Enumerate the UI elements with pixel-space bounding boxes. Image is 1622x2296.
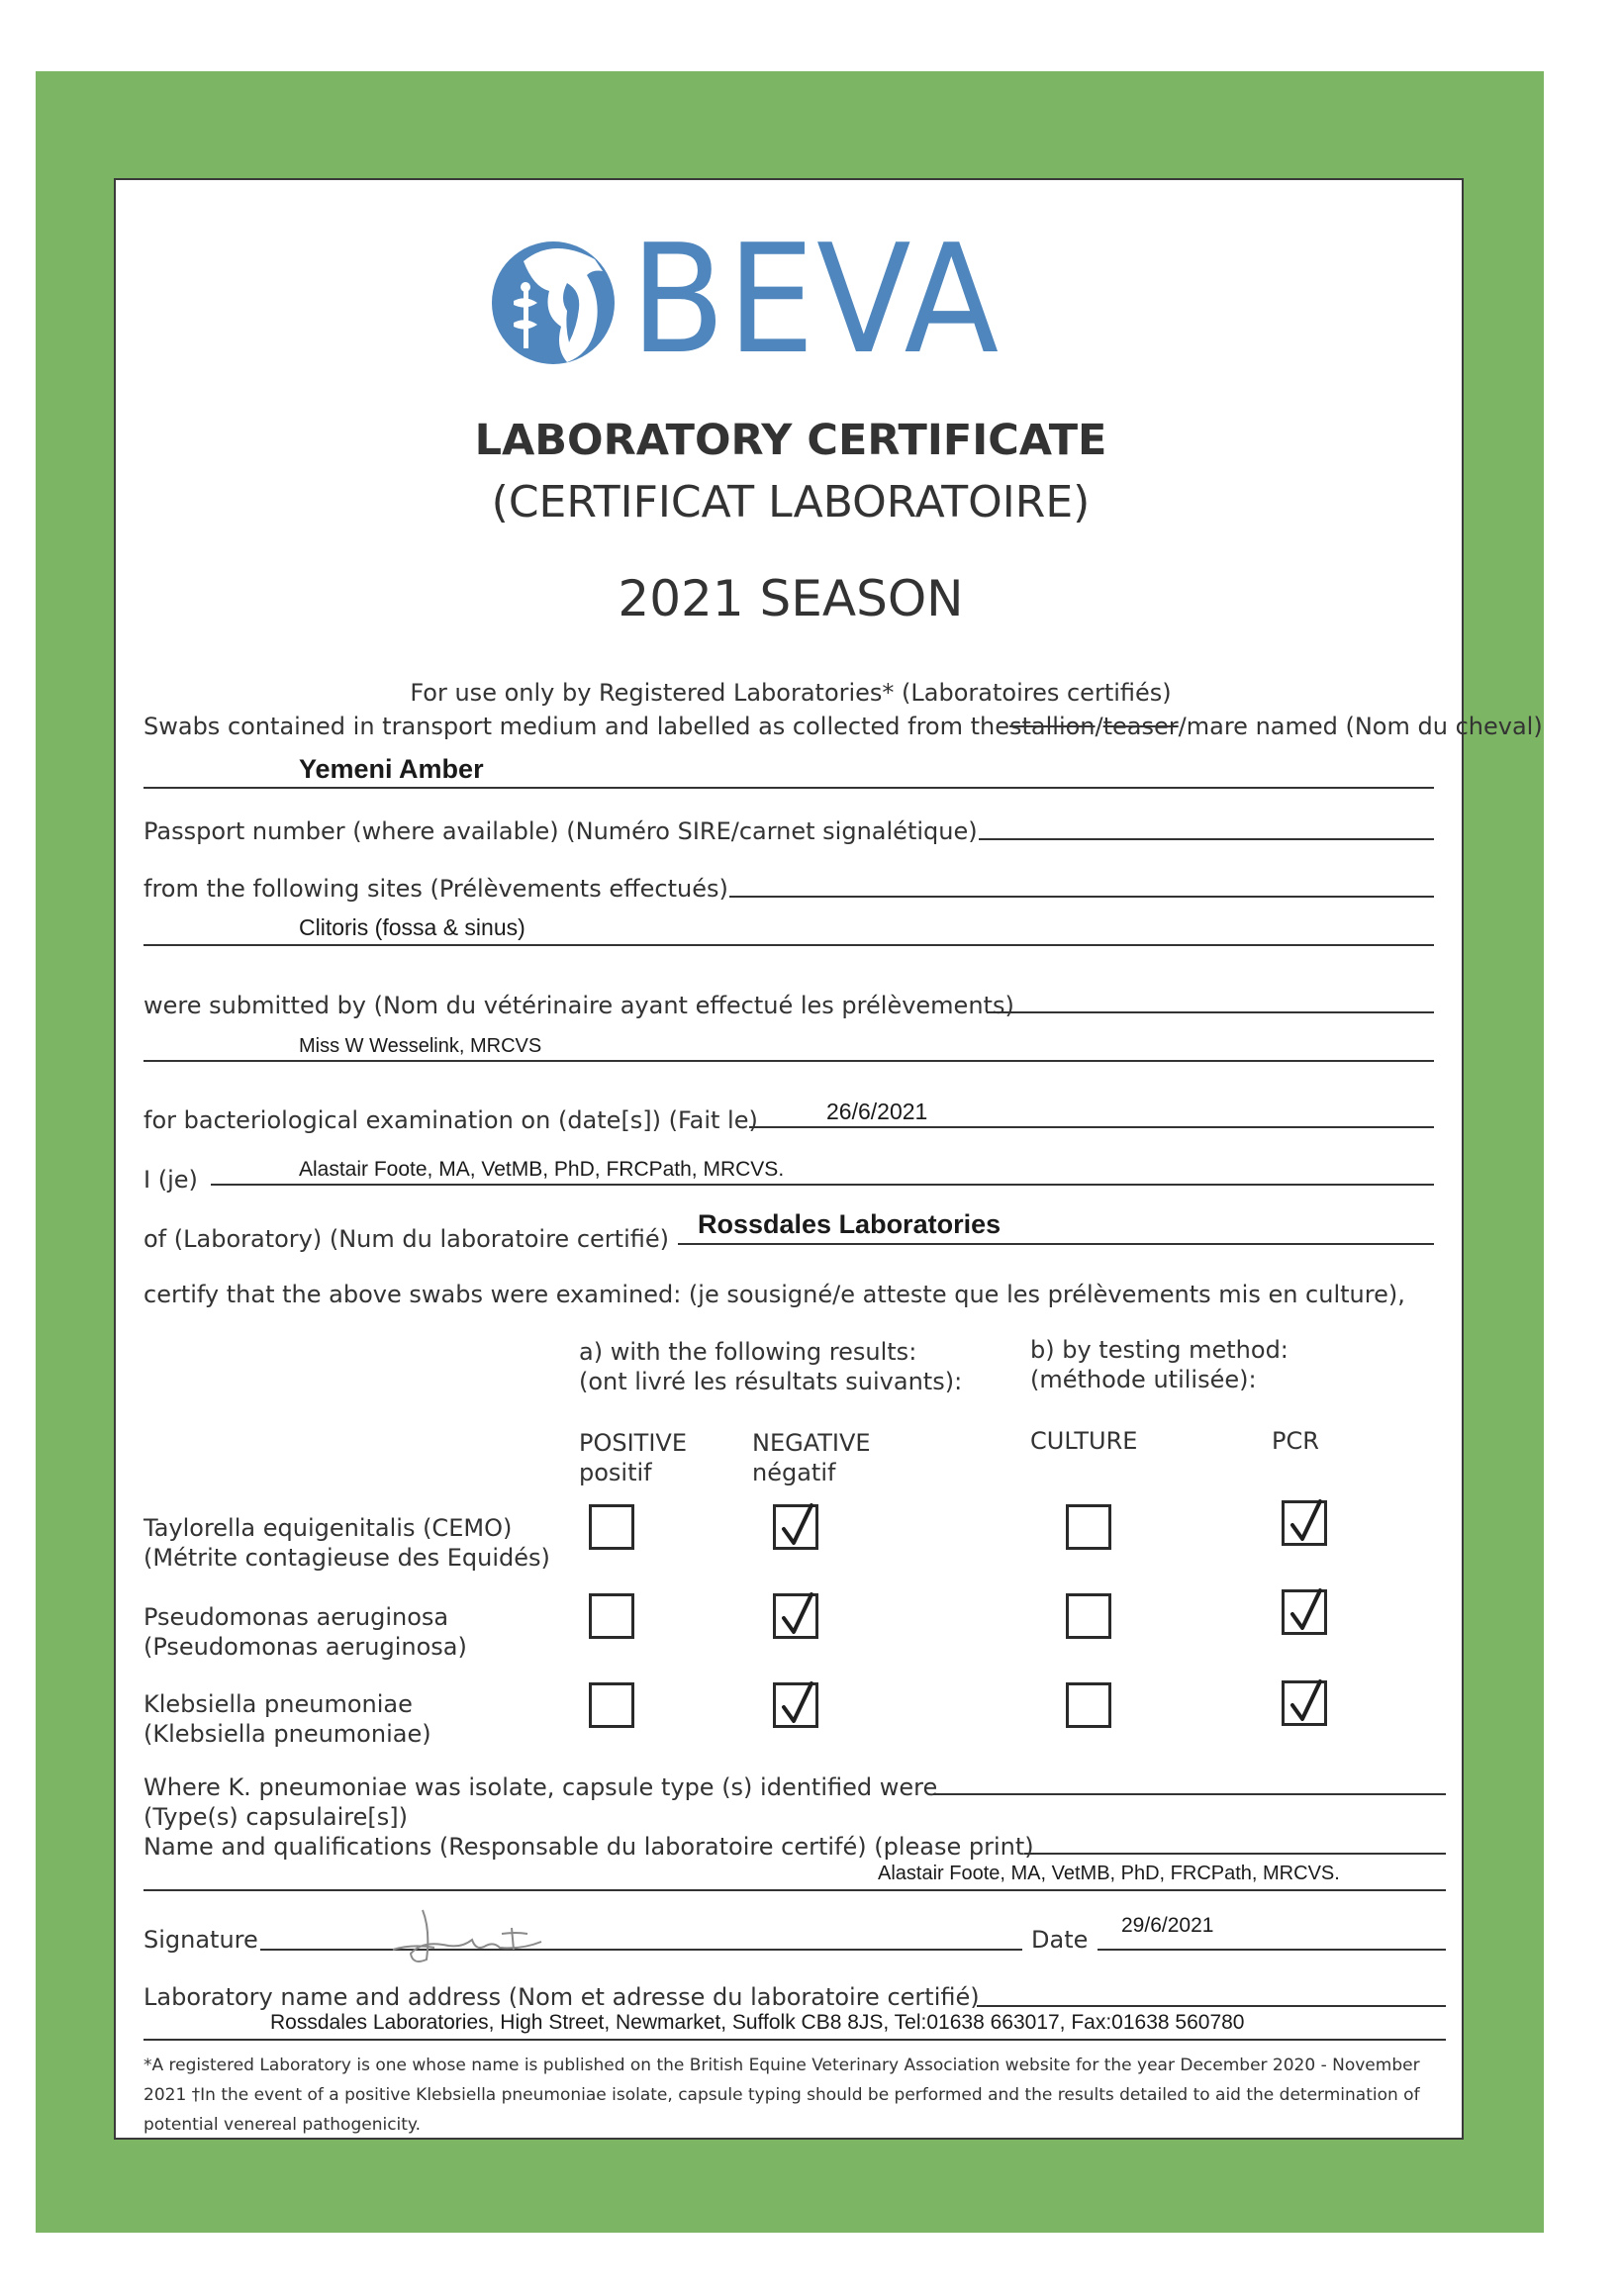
checkmark-icon xyxy=(778,1590,817,1638)
row-3-negative-checkbox[interactable] xyxy=(773,1682,818,1728)
col-pcr: PCR xyxy=(1272,1427,1319,1455)
lab-value: Rossdales Laboratories xyxy=(698,1209,1002,1239)
signature-scribble xyxy=(383,1900,581,1969)
submitted-line-2 xyxy=(143,1060,1434,1062)
row-2-pcr-checkbox[interactable] xyxy=(1282,1589,1327,1635)
col-positive-1: POSITIVE xyxy=(579,1429,687,1457)
row-1-name-1: Taylorella equigenitalis (CEMO) xyxy=(143,1514,513,1542)
submitted-line-1 xyxy=(987,1011,1434,1013)
beva-logo xyxy=(484,212,1002,388)
row-1-name-2: (Métrite contagieuse des Equidés) xyxy=(143,1544,550,1572)
date-line xyxy=(1097,1949,1446,1951)
exam-label: for bacteriological examination on (date[s]) (Fait le) xyxy=(143,1106,758,1134)
row-2-name-1: Pseudomonas aeruginosa xyxy=(143,1603,449,1631)
intro-text-a: Swabs contained in transport medium and labelled as collected from the xyxy=(143,713,1009,740)
struck-teaser: teaser xyxy=(1102,713,1179,740)
row-3-pcr-checkbox[interactable] xyxy=(1282,1680,1327,1726)
checkmark-icon xyxy=(778,1679,817,1727)
page-subtitle: (CERTIFICAT LABORATOIRE) xyxy=(491,477,1091,527)
lab-line xyxy=(678,1243,1434,1245)
row-3-name-2: (Klebsiella pneumoniae) xyxy=(143,1720,431,1748)
qualifications-value: Alastair Foote, MA, VetMB, PhD, FRCPath, MRCVS. xyxy=(878,1863,1340,1884)
submitted-label: were submitted by (Nom du vétérinaire ayant effectué les prélèvements) xyxy=(143,992,1014,1019)
date-value: 29/6/2021 xyxy=(1121,1914,1214,1937)
row-3-positive-checkbox[interactable] xyxy=(589,1682,634,1728)
row-2-culture-checkbox[interactable] xyxy=(1066,1593,1111,1639)
row-3-culture-checkbox[interactable] xyxy=(1066,1682,1111,1728)
method-heading-1: b) by testing method: xyxy=(1030,1336,1288,1364)
sites-label: from the following sites (Prélèvements effectués) xyxy=(143,875,728,903)
col-negative-2: négatif xyxy=(752,1459,836,1486)
row-2-positive-checkbox[interactable] xyxy=(589,1593,634,1639)
exam-date-value: 26/6/2021 xyxy=(826,1099,928,1124)
results-heading-2: (ont livré les résultats suivants): xyxy=(579,1368,963,1395)
qualifications-label: Name and qualifications (Responsable du laboratoire certifé) (please print) xyxy=(143,1833,1034,1861)
i-line xyxy=(211,1184,1434,1186)
i-label: I (je) xyxy=(143,1166,198,1194)
row-1-pcr-checkbox[interactable] xyxy=(1282,1500,1327,1546)
capsule-label-1: Where K. pneumoniae was isolate, capsule type (s) identified were xyxy=(143,1773,938,1801)
address-value: Rossdales Laboratories, High Street, Newmarket, Suffolk CB8 8JS, Tel:01638 663017, Fax:01638 560780 xyxy=(270,2011,1245,2034)
qualifications-line-1 xyxy=(1024,1853,1446,1855)
checkmark-icon xyxy=(1287,1677,1326,1725)
slash: / xyxy=(1095,713,1103,740)
sites-value: Clitoris (fossa & sinus) xyxy=(299,914,525,940)
checkmark-icon xyxy=(778,1501,817,1549)
address-line-1 xyxy=(977,2005,1446,2007)
col-positive-2: positif xyxy=(579,1459,652,1486)
footnote: *A registered Laboratory is one whose name is published on the British Equine Veterinary Association website for the year December 2020 - November 2021 †In the event of a positive Klebsiella pneumoniae isolate, capsule typing should be performed and the results detailed to aid the determination of potential venereal pathogenicity. xyxy=(143,2056,1420,2135)
horse-name-line xyxy=(143,787,1434,789)
beva-wordmark: BEVA xyxy=(630,212,1002,387)
lab-label: of (Laboratory) (Num du laboratoire certifié) xyxy=(143,1225,669,1253)
exam-line xyxy=(749,1126,1434,1128)
intro-line-2 xyxy=(143,713,1543,740)
row-3-name-1: Klebsiella pneumoniae xyxy=(143,1690,413,1718)
submitted-value: Miss W Wesselink, MRCVS xyxy=(299,1035,542,1057)
method-heading-2: (méthode utilisée): xyxy=(1030,1366,1257,1393)
row-1-culture-checkbox[interactable] xyxy=(1066,1504,1111,1550)
horse-name-value: Yemeni Amber xyxy=(299,754,484,784)
certificate-card xyxy=(114,178,1543,2140)
row-2-name-2: (Pseudomonas aeruginosa) xyxy=(143,1633,467,1661)
certify-text: certify that the above swabs were examined: (je sousigné/e atteste que les prélèvements mis en culture), xyxy=(143,1281,1405,1308)
intro-line-1: For use only by Registered Laboratories* (Laboratoires certifiés) xyxy=(410,679,1172,707)
signature-line xyxy=(260,1949,1022,1951)
horse-head-caduceus-icon xyxy=(484,232,622,370)
intro-text-b: /mare named (Nom du cheval) xyxy=(1178,713,1543,740)
qualifications-line-2 xyxy=(143,1889,1446,1891)
results-heading-1: a) with the following results: xyxy=(579,1338,917,1366)
passport-line xyxy=(979,838,1434,840)
row-1-positive-checkbox[interactable] xyxy=(589,1504,634,1550)
date-label: Date xyxy=(1031,1926,1089,1954)
capsule-line xyxy=(933,1793,1446,1795)
capsule-label-2: (Type(s) capsulaire[s]) xyxy=(143,1803,408,1831)
sites-line-1 xyxy=(729,896,1434,898)
row-1-negative-checkbox[interactable] xyxy=(773,1504,818,1550)
sites-line-2 xyxy=(143,944,1434,946)
col-culture: CULTURE xyxy=(1030,1427,1138,1455)
address-label: Laboratory name and address (Nom et adresse du laboratoire certifié) xyxy=(143,1983,980,2011)
checkmark-icon xyxy=(1287,1497,1326,1545)
col-negative-1: NEGATIVE xyxy=(752,1429,871,1457)
season-heading: 2021 SEASON xyxy=(618,570,964,627)
passport-label: Passport number (where available) (Numéro SIRE/carnet signalétique) xyxy=(143,817,978,845)
i-value: Alastair Foote, MA, VetMB, PhD, FRCPath, MRCVS. xyxy=(299,1158,785,1181)
page-title: LABORATORY CERTIFICATE xyxy=(474,416,1107,465)
address-line-2 xyxy=(143,2039,1446,2041)
row-2-negative-checkbox[interactable] xyxy=(773,1593,818,1639)
signature-label: Signature xyxy=(143,1926,258,1954)
struck-stallion: stallion xyxy=(1009,713,1096,740)
checkmark-icon xyxy=(1287,1586,1326,1634)
